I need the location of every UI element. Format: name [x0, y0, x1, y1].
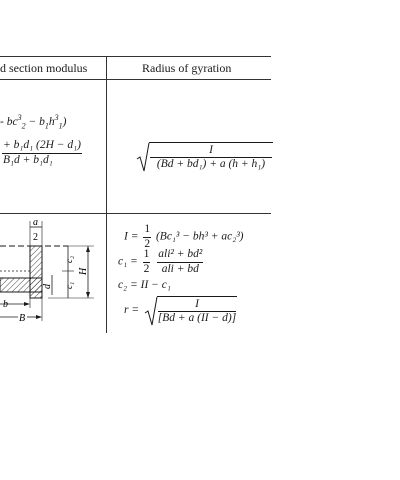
table-top-rule: [0, 56, 271, 57]
fig-label-d: d: [42, 284, 53, 289]
fig-label-2: 2: [33, 232, 38, 243]
sqrt-sign-icon: [136, 142, 150, 172]
formula-term-h1: h: [48, 116, 55, 128]
half-denominator: 2: [144, 237, 151, 250]
formula-term-bc: - bc: [0, 116, 18, 128]
fig-label-a: a: [33, 217, 38, 228]
fig-label-c2: c₂: [64, 255, 74, 263]
fig-label-B: B: [19, 313, 26, 324]
fig-label-c1: c₁: [64, 281, 74, 289]
c1-denominator: ali + bd: [157, 262, 203, 276]
formula-line2-denominator: B₁d + b₁d₁: [2, 153, 82, 167]
sqrt-sign-icon-2: [144, 296, 158, 326]
section-modulus-formula-line2: [0, 140, 84, 166]
c1-numerator: ali² + bd²: [158, 248, 203, 260]
c1-half-den: 2: [143, 262, 150, 275]
I-lhs: I =: [124, 230, 139, 243]
header-bottom-rule: [0, 79, 271, 80]
r-formula: [124, 296, 244, 328]
c1-half-num: 1: [143, 248, 150, 260]
half-numerator: 1: [144, 223, 151, 235]
I-rhs: (Bc₁³ − bh³ + ac₂³): [155, 230, 244, 243]
radius-numerator: I: [209, 144, 213, 156]
radius-denominator: (Bd + bd₁) + a (h + h₁): [156, 158, 266, 170]
header-radius-of-gyration: Radius of gyration: [142, 61, 232, 75]
fig-label-b: b: [3, 299, 8, 310]
fig-label-H: H: [78, 267, 89, 275]
moment-of-inertia-formula: [124, 224, 243, 250]
r-denominator: [Bd + a (II − d)]: [157, 312, 237, 324]
formula-line2-numerator: + b₁d₁ (2H − d₁): [3, 139, 81, 151]
formula-term-b1: − b: [25, 116, 45, 128]
r-numerator: I: [195, 298, 199, 310]
r-lhs: r =: [124, 304, 140, 316]
c1-formula: [118, 249, 205, 275]
channel-section-figure: [0, 213, 106, 333]
header-section-modulus: d section modulus: [0, 61, 88, 75]
column-divider: [106, 56, 107, 333]
section-modulus-formula-line1: - $bc^3_2 - b_1h^3_1$): [0, 113, 67, 131]
c2-formula: c₂ = II − c₁: [118, 279, 171, 291]
c1-lhs: c₁ =: [118, 255, 138, 268]
